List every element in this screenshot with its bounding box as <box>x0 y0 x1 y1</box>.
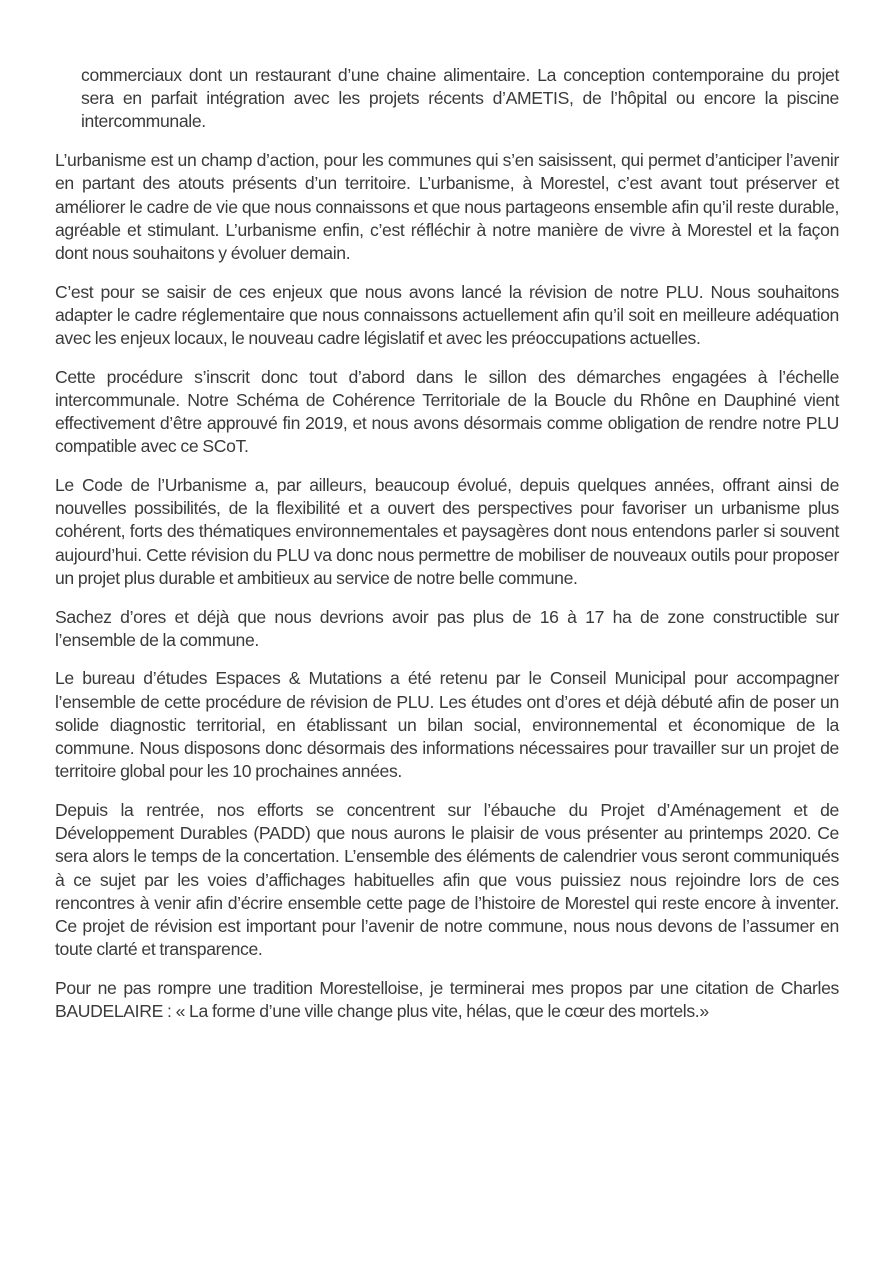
paragraph-urbanism-definition: L’urbanisme est un champ d’action, pour les communes qui s’en saisissent, qui permet d’anticiper l’avenir en partant des atouts présents d’un territoire. L’urbanisme, à Morestel, c’est avant tout préserver et améliorer le cadre de vie que nous connaissons et que nous partageons ensemble afin qu’il reste durable, agréable et stimulant. L’urbanisme enfin, c’est réfléchir à notre manière de vivre à Morestel et la façon dont nous souhaitons y évoluer demain. <box>55 150 839 263</box>
paragraph-urbanism-code: Le Code de l’Urbanisme a, par ailleurs, beaucoup évolué, depuis quelques années, offrant ainsi de nouvelles possibilités, de la flexibilité et a ouvert des perspectives pour favoriser un urbanisme plus cohérent, forts des thématiques environnementales et paysagères dont nous entendons parler si souvent aujourd’hui. Cette révision du PLU va donc nous permettre de mobiliser de nouveaux outils pour proposer un projet plus durable et ambitieux au service de notre belle commune. <box>55 475 839 588</box>
paragraph-padd: Depuis la rentrée, nos efforts se concentrent sur l’ébauche du Projet d’Aménagement et de Développement Durables (PADD) que nous aurons le plaisir de vous présenter au printemps 2020. Ce sera alors le temps de la concertation. L’ensemble des éléments de calendrier vous seront communiqués à ce sujet par les voies d’affichages habituelles afin que vous puissiez nous rejoindre lors de ces rencontres à venir afin d’écrire ensemble cette page de l’histoire de Morestel qui reste encore à inventer. Ce projet de révision est important pour l’avenir de notre commune, nous nous devons de l’assumer en toute clarté et transparence. <box>55 799 839 960</box>
paragraph-continuation-commercial-project: commerciaux dont un restaurant d’une chaine alimentaire. La conception contemporaine du projet sera en parfait intégration avec les projets récents d’AMETIS, de l’hôpital ou encore la piscine intercommunale. <box>81 65 839 132</box>
paragraph-constructible-zone: Sachez d’ores et déjà que nous devrions avoir pas plus de 16 à 17 ha de zone constructible sur l’ensemble de la commune. <box>55 606 839 650</box>
document-page <box>55 64 839 1039</box>
paragraph-plu-revision: C’est pour se saisir de ces enjeux que nous avons lancé la révision de notre PLU. Nous souhaitons adapter le cadre réglementaire que nous connaissons actuellement afin qu’il soit en meilleure adéquation avec les enjeux locaux, le nouveau cadre législatif et avec les préoccupations actuelles. <box>55 281 839 349</box>
paragraph-design-office: Le bureau d’études Espaces & Mutations a été retenu par le Conseil Municipal pour accompagner l’ensemble de cette procédure de révision de PLU. Les études ont d’ores et déjà débuté afin de poser un solide diagnostic territorial, en établissant un bilan social, environnemental et économique de la commune. Nous disposons donc désormais des informations nécessaires pour travailler sur un projet de territoire global pour les 10 prochaines années. <box>55 668 839 782</box>
paragraph-scot-compatibility: Cette procédure s’inscrit donc tout d’abord dans le sillon des démarches engagées à l’échelle intercommunale. Notre Schéma de Cohérence Territoriale de la Boucle du Rhône en Dauphiné vient effectivement d’être approuvé fin 2019, et nous avons désormais comme obligation de rendre notre PLU compatible avec ce SCoT. <box>55 366 839 457</box>
paragraph-baudelaire-quote: Pour ne pas rompre une tradition Morestelloise, je terminerai mes propos par une citation de Charles BAUDELAIRE : « La forme d’une ville change plus vite, hélas, que le cœur des mortels.» <box>55 977 839 1022</box>
